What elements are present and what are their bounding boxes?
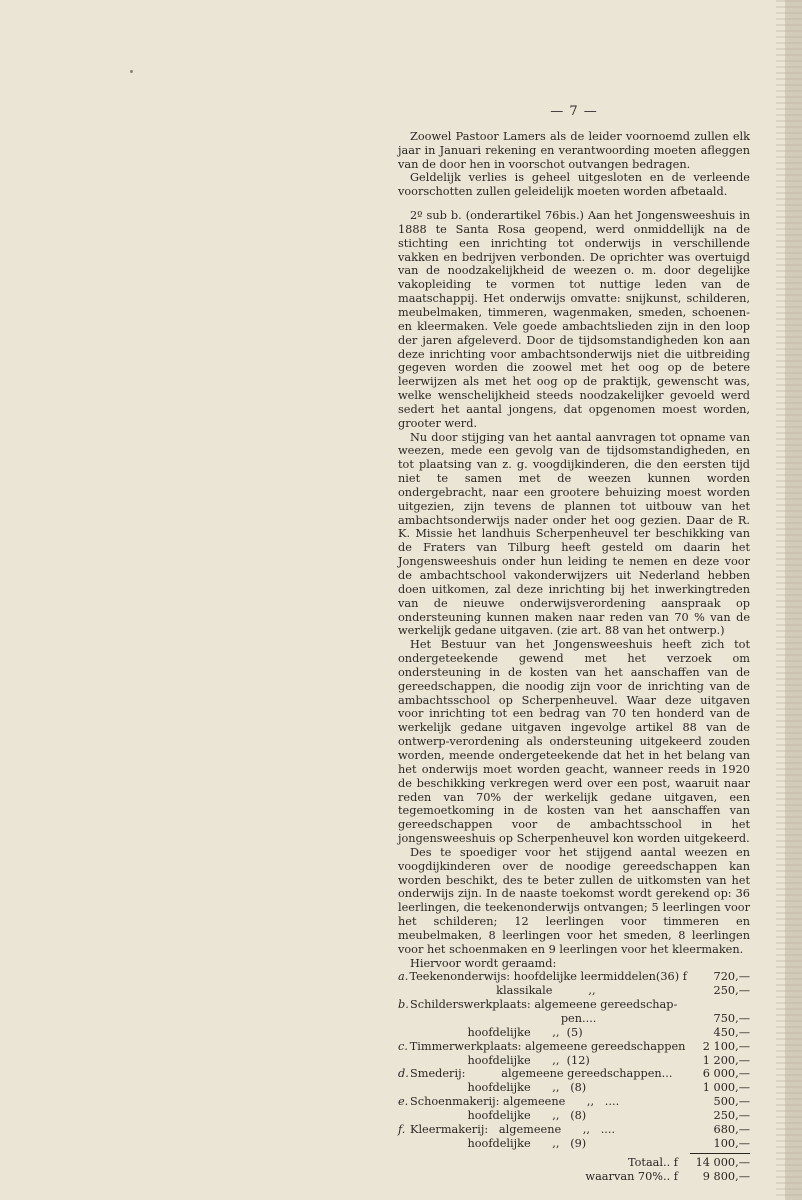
budget-row [398,1081,750,1095]
total-row [398,1156,750,1170]
item-description: Teekenonderwijs: hoofdelijke leermiddelen(36) f [409,970,687,984]
item-description: hoofdelijke ,, (5) [410,1025,583,1039]
item-amount: 6 000,— [702,1067,750,1081]
totals [398,1156,750,1184]
total-amount: 9 800,— [702,1170,750,1184]
item-amount: 1 200,— [702,1053,750,1067]
main-paragraphs [398,209,750,970]
item-amount: 500,— [713,1095,750,1109]
budget-row [398,1012,750,1026]
budget-row [398,1123,750,1137]
budget-row [398,1095,750,1109]
binding-edge [776,0,802,1200]
item-letter: e. [398,1095,409,1109]
paragraph: Geldelijk verlies is geheel uitgesloten en de verleende voorschotten zullen geleidelijk moeten worden afbetaald. [398,171,750,199]
intro-paragraphs [398,130,750,199]
page-number: — 7 — [550,104,598,119]
paragraph: Nu door stijging van het aantal aanvragen tot opname van weezen, mede een gevolg van de tijdsomstandigheden, en tot plaatsing van z. g. voogdijkinderen, die den eersten tijd niet te samen met de weezen kunnen worden ondergebracht, naar een grootere behuizing moest worden uitgezien, zijn tevens de plannen tot uitbouw van het ambachtsonderwijs nader onder het oog gezien. Daar de R. K. Missie het landhuis Scherpenheuvel ter beschikking van de Fraters van Tilburg heeft gesteld om daarin het Jongensweeshuis onder hun leiding te nemen en deze voor de ambachtschool vakonderwijzers uit Nederland hebben doen uitkomen, zal deze inrichting bij het inwerkingtreden van de nieuwe onderwijsverordening aanspraak op ondersteuning kunnen maken naar reden van 70 % van de werkelijk gedane uitgaven. (zie art. 88 van het ontwerp.) [398,430,750,638]
budget-row [398,984,750,998]
item-description: Schoenmakerij: algemeene ,, .... [410,1095,620,1109]
paper-speck [130,70,133,73]
total-amount: 14 000,— [695,1156,750,1170]
total-label: Totaal.. f [627,1156,678,1170]
sum-rule [690,1153,750,1154]
total-row [398,1170,750,1184]
budget-row [398,1054,750,1068]
paragraph: Hiervoor wordt geraamd: [410,956,557,970]
item-description: pen.... [410,1012,597,1025]
item-amount: 680,— [713,1122,750,1136]
item-description: hoofdelijke ,, (8) [410,1108,587,1122]
paragraph: Des te spoediger voor het stijgend aantal weezen en voogdijkinderen over de noodige gereedschappen kan worden beschikt, des te beter zullen de uitkomsten van het onderwijs zijn. In de naaste toekomst wordt gerekend op: 36 leerlingen, die teekenonderwijs ontvangen; 5 leerlingen voor het schilderen; 12 leerlingen voor timmeren en meubelmaken, 8 leerlingen voor het smeden, 8 leerlingen voor het schoenmaken en 9 leerlingen voor het kleermaken. [398,845,750,956]
budget-table [398,970,750,1150]
item-amount: 2 100,— [702,1039,750,1053]
document-body [398,105,750,1184]
budget-row [398,970,750,984]
budget-row [398,1026,750,1040]
item-amount: 100,— [713,1136,750,1150]
item-description: Kleermakerij: algemeene ,, .... [410,1122,616,1136]
item-amount: 250,— [713,984,750,998]
budget-row [398,1109,750,1123]
total-label: waarvan 70%.. f [585,1170,678,1184]
item-letter: d. [398,1067,409,1081]
item-letter: a. [398,970,409,984]
item-amount: 250,— [713,1108,750,1122]
item-description: Schilderswerkplaats: algemeene gereedschap- [410,998,678,1012]
item-description: hoofdelijke ,, (8) [410,1081,587,1095]
item-letter: c. [398,1039,408,1053]
item-amount: 1 000,— [702,1081,750,1095]
budget-row [398,1067,750,1081]
item-amount: 450,— [713,1025,750,1039]
item-description: Timmerwerkplaats: algemeene gereedschappen [409,1039,686,1053]
paragraph: 2º sub b. (onderartikel 76bis.) Aan het Jongensweeshuis in 1888 te Santa Rosa geopend, werd onmiddellijk na de stichting een inrichting tot onderwijs in verschillende vakken en bedrijven verbonden. De oprichter was overtuigd van de noodzakelijkheid de weezen o. m. door degelijke vakopleiding te vormen tot nuttige leden van de maatschappij. Het onderwijs omvatte: snijkunst, schilderen, meubelmaken, timmeren, wagenmaken, smeden, schoenen- en kleermaken. Vele goede ambachtslieden zijn in den loop der jaren afgeleverd. Door de tijdsomstandigheden kon aan deze inrichting voor ambachtsonderwijs niet die uitbreiding gegeven worden die zoowel met het oog op de betere leerwijzen als met het oog op de praktijk, gewenscht was, welke wenschelijkheid steeds noodzakelijker gevoeld werd sedert het aantal jongens, dat opgenomen moest worden, grooter werd. [398,209,750,430]
item-description: hoofdelijke ,, (9) [410,1136,587,1150]
item-amount: 750,— [713,1012,750,1025]
budget-row [398,1137,750,1151]
paragraph: Het Bestuur van het Jongensweeshuis heeft zich tot ondergeteekende gewend met het verzoek om ondersteuning in de kosten van het aanschaffen van de gereedschappen, die noodig zijn voor de inrichting van de ambachtsschool op Scherpenheuvel. Waar deze uitgaven voor inrichting tot een bedrag van 70 ten honderd van de werkelijk gedane uitgaven ingevolge artikel 88 van de ontwerp-verordening als ondersteuning uitgekeerd zouden worden, meende ondergeteekende dat het in het belang van het onderwijs moet worden geacht, wanneer reeds in 1920 de beschikking verkregen werd over een post, waaruit naar reden van 70% der werkelijk gedane uitgaven, een tegemoetkoming in de kosten van het aanschaffen van gereedschappen voor de ambachtsschool in het jongensweeshuis op Scherpenheuvel kon worden uitgekeerd. [398,638,750,846]
item-letter: f. [398,1122,406,1136]
budget-row [398,1040,750,1054]
item-description: klassikale ,, [410,984,596,998]
item-amount: 720,— [713,970,750,984]
budget-row [398,998,750,1012]
item-description: hoofdelijke ,, (12) [410,1053,590,1067]
item-letter: b. [398,998,409,1012]
item-description: Smederij: algemeene gereedschappen... [410,1067,673,1081]
paragraph: Zoowel Pastoor Lamers als de leider voornoemd zullen elk jaar in Januari rekening en verantwoording moeten afleggen van de door hen in voorschot outvangen bedragen. [398,129,750,171]
